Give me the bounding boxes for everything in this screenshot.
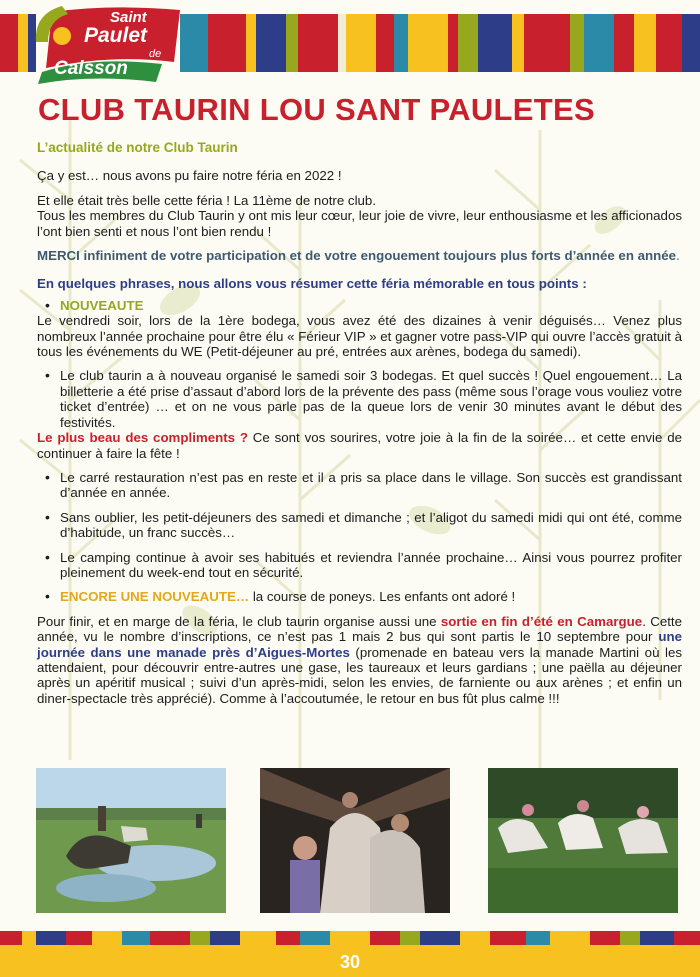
final-text-b: . Cette année, vu le nombre d’inscriptions, ce n’est pas 1 mais 2 bus qui sont partis le 10 septembre pour <box>37 613 683 645</box>
bodegas-list <box>37 368 682 430</box>
compliment-paragraph <box>37 430 682 461</box>
final-paragraph <box>37 614 682 706</box>
merci-end: . <box>676 248 680 264</box>
logo-saint-text: Saint <box>110 9 147 26</box>
compliment-label: Le plus beau des compliments ? <box>37 430 248 446</box>
article-body <box>37 140 682 706</box>
camping-text: Le camping continue à avoir ses habitués et reviendra l’année prochaine… Ainsi vous pourrez profiter pleinement du week-end tout en sécurité. <box>60 549 682 580</box>
photo-camargue-horses <box>36 768 226 913</box>
bodegas-text: Le club taurin a à nouveau organisé le samedi soir 3 bodegas. Et quel succès ! Quel engouement… La billetterie a été prise d’assaut d’abord lors de la prévente des pass (même sous l’orage vous vouliez votre ticket d’entrée) … et on ne vous parle pas de la queue lors de venir 30 minutes avant le début des festivités. <box>60 368 682 430</box>
list-item: • Le camping continue à avoir ses habitués et reviendra l’année prochaine… Ainsi vous pourrez profiter pleinement du week-end tout en sécurité. <box>45 548 682 580</box>
nouveaute-list <box>37 298 682 313</box>
encore-text: la course de poneys. Les enfants ont adoré ! <box>249 589 516 605</box>
page-number: 30 <box>339 952 361 972</box>
carre-text: Le carré restauration n’est pas en reste et il a pris sa place dans le village. Son succès est grandissant d’année en année. <box>60 469 682 501</box>
intro-paragraph: Ça y est… nous avons pu faire notre féria en 2022 ! <box>37 168 342 184</box>
camargue-highlight: sortie en fin d’été en Camargue <box>440 613 643 629</box>
encore-label: ENCORE UNE NOUVEAUTE… <box>60 589 250 605</box>
merci-paragraph <box>37 248 682 263</box>
merci-text: MERCI infiniment de votre participation et de votre engouement toujours plus forts d’année en année <box>37 248 677 264</box>
list-item: • ENCORE UNE NOUVEAUTE… la course de poneys. Les enfants ont adoré ! <box>45 588 516 605</box>
vendredi-paragraph: Le vendredi soir, lors de la 1ère bodega, vous avez été des dizaines à venir déguisés… Venez plus nombreux l’année prochaine pour être élu « Férieur VIP » et gagner votre pass-VIP qui ouvre l’accès gratuit à tous les événements du WE (Petit-déjeuner au pré, entrées aux arènes, bodega du samedi). <box>37 313 682 360</box>
logo-paulet-text: Paulet <box>84 24 148 47</box>
logo-de-text: de <box>149 48 162 60</box>
photo-pony-race <box>488 768 678 913</box>
bottom-color-stripes <box>0 931 700 945</box>
saint-paulet-logo <box>32 2 182 86</box>
photo-bodega-night <box>260 768 450 913</box>
list-item: • Le carré restauration n’est pas en reste et il a pris sa place dans le village. Son succès est grandissant d’année en année. <box>45 468 682 501</box>
list-item: • Sans oublier, les petit-déjeuners des samedi et dimanche ; et l’aligot du samedi midi qui ont été, comme d’habitude, un franc succès… <box>45 508 682 541</box>
list-item: • NOUVEAUTE <box>45 296 144 313</box>
nouveaute-label: NOUVEAUTE <box>60 297 144 313</box>
list-item: • Le club taurin a à nouveau organisé le samedi soir 3 bodegas. Et quel succès ! Quel engouement… La billetterie a été prise d’assaut d’abord lors de la prévente des pass (même sous l’orage vous vouliez votre ticket d’entrée) … et on ne vous parle pas de la queue lors de venir 30 minutes avant le début des festivités. <box>45 367 682 430</box>
final-text-a: Pour finir, et en marge de la féria, le club taurin organise aussi une <box>37 613 441 629</box>
manade-highlight: une journée dans une manade près d’Aigues-Mortes <box>37 629 682 660</box>
page-title: CLUB TAURIN LOU SANT PAULETES <box>38 92 595 127</box>
logo-caisson-text: Caisson <box>54 58 128 79</box>
article-subtitle: L’actualité de notre Club Taurin <box>37 140 238 155</box>
compliment-text: Ce sont vos sourires, votre joie à la fin de la soirée… et cette envie de continuer à faire la fête ! <box>37 430 682 461</box>
petitdej-text: Sans oublier, les petit-déjeuners des samedi et dimanche ; et l’aligot du samedi midi qui ont été, comme d’habitude, un franc succès… <box>60 509 682 541</box>
feria-paragraph: Et elle était très belle cette féria ! La 11ème de notre club. <box>37 192 377 208</box>
final-text-c: (promenade en bateau vers la manade Martini où les attendaient, pour découvrir entre-autres une gase, les taureaux et leurs gardians ; une paëlla au déjeuner après un apéritif musical ; suivi d’un après-midi, selon les envies, de farniente ou aux arènes ; et enfin un diner-spectacle très apprécié). Comme à l’accoutumée, le retour en bus fût plus calme !!! <box>37 644 682 706</box>
photo-row <box>0 768 700 913</box>
members-paragraph: Tous les membres du Club Taurin y ont mis leur cœur, leur joie de vivre, leur enthousiasme et les afficionados l’ont bien senti et nous l’ont bien rendu ! <box>37 208 682 239</box>
highlights-list <box>37 470 682 605</box>
summary-heading: En quelques phrases, nous allons vous résumer cette féria mémorable en tous points : <box>37 276 587 292</box>
